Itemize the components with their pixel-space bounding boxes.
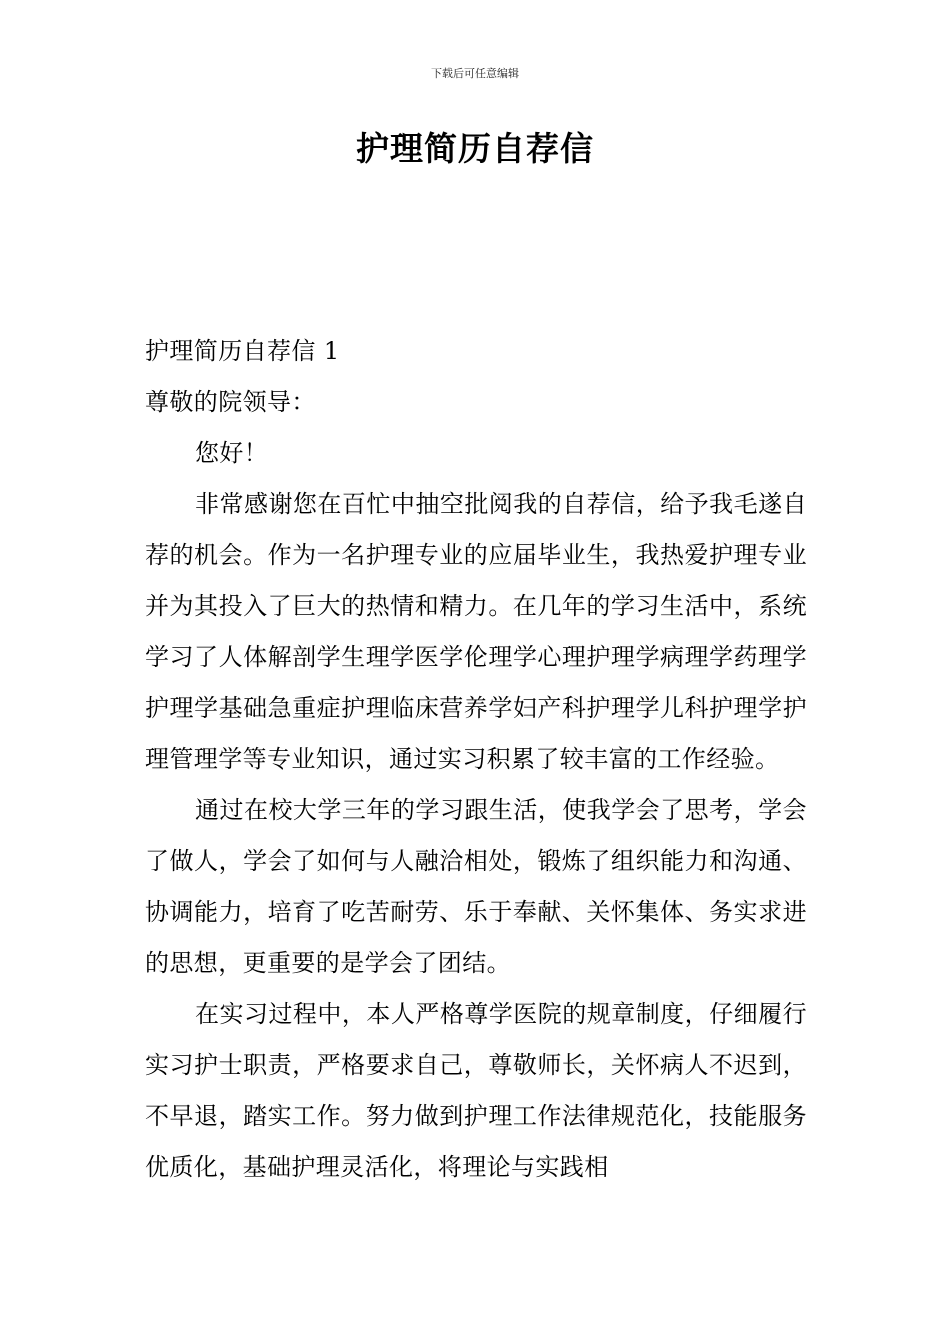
header-note: 下载后可任意编辑 (431, 67, 519, 80)
letter-body (145, 326, 807, 1193)
salutation: 尊敬的院领导： (145, 388, 316, 416)
greeting: 您好！ (195, 439, 269, 467)
document-title: 护理简历自荐信 (356, 129, 594, 168)
paragraph-2: 通过在校大学三年的学习跟生活，使我学会了思考，学会了做人，学会了如何与人融洽相处，锻炼了组织能力和沟通、协调能力，培育了吃苦耐劳、乐于奉献、关怀集体、务实求进的思想，更重要的是学会了团结。 (145, 796, 807, 977)
paragraph-1: 非常感谢您在百忙中抽空批阅我的自荐信，给予我毛遂自荐的机会。作为一名护理专业的应届毕业生，我热爱护理专业并为其投入了巨大的热情和精力。在几年的学习生活中，系统学习了人体解剖学生理学医学伦理学心理护理学病理学药理学护理学基础急重症护理临床营养学妇产科护理学儿科护理学护理管理学等专业知识，通过实习积累了较丰富的工作经验。 (145, 490, 807, 773)
paragraph-3: 在实习过程中，本人严格尊学医院的规章制度，仔细履行实习护士职责，严格要求自己，尊敬师长，关怀病人不迟到，不早退，踏实工作。努力做到护理工作法律规范化，技能服务优质化，基础护理灵活化，将理论与实践相 (145, 1000, 807, 1181)
section-heading: 护理简历自荐信 1 (145, 337, 340, 365)
